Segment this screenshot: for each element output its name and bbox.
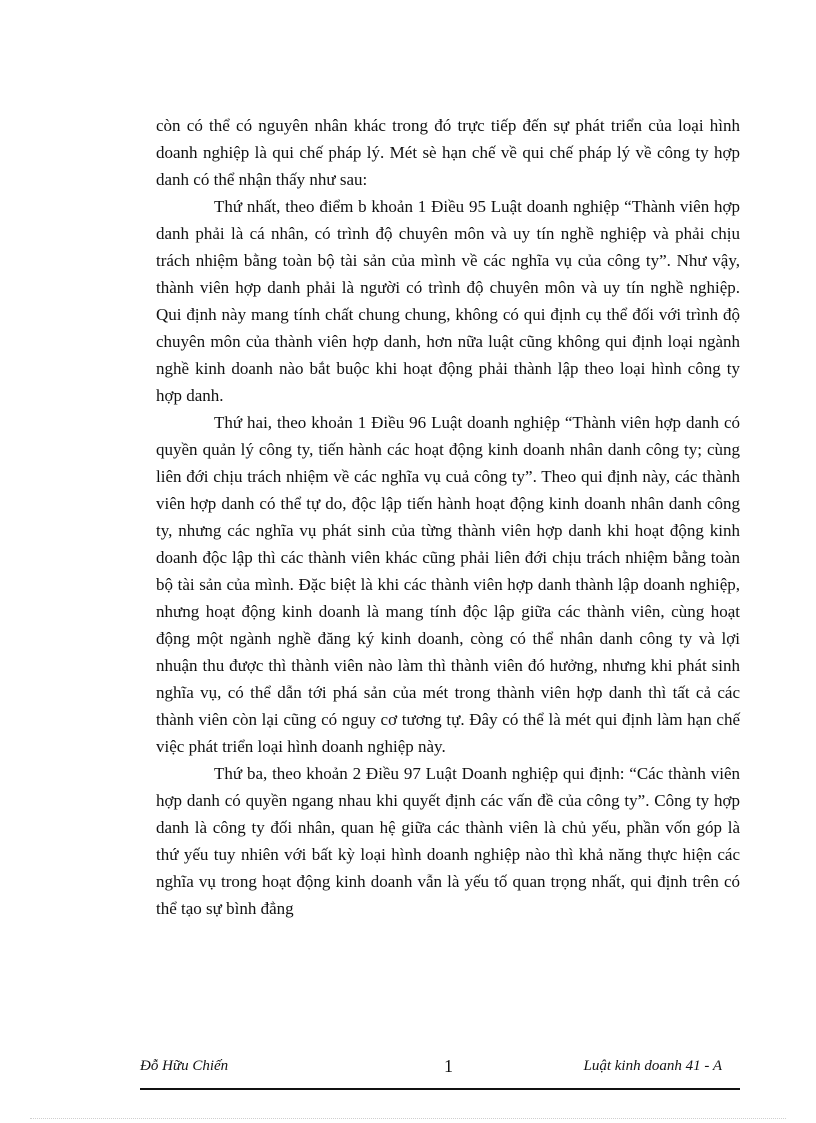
paragraph-first-point: Thứ nhất, theo điểm b khoản 1 Điều 95 Luật doanh nghiệp “Thành viên hợp danh phải là cá nhân, có trình độ chuyên môn và uy tín nghề nghiệp và phải chịu trách nhiệm bằng toàn bộ tài sản của mình về các nghĩa vụ của công ty”. Như vậy, thành viên hợp danh phải là người có trình độ chuyên môn và uy tín nghề nghiệp. Qui định này mang tính chất chung chung, không có qui định cụ thể đối với trình độ chuyên môn của thành viên hợp danh, hơn nữa luật cũng không qui định loại ngành nghề kinh doanh nào bắt buộc khi hoạt động phải thành lập theo loại hình công ty hợp danh. xyxy=(156,197,740,405)
footer-author: Đỗ Hữu Chiến xyxy=(140,1058,229,1074)
page-number: 1 xyxy=(444,1056,453,1076)
footer-course: Luật kinh doanh 41 - A xyxy=(583,1058,722,1074)
page-footer xyxy=(140,1048,740,1090)
paragraph-second-point: Thứ hai, theo khoản 1 Điều 96 Luật doanh nghiệp “Thành viên hợp danh có quyền quản lý công ty, tiến hành các hoạt động kinh doanh nhân danh công ty; cùng liên đới chịu trách nhiệm về các nghĩa vụ cuả công ty”. Theo qui định này, các thành viên hợp danh có thể tự do, độc lập tiến hành hoạt động kinh doanh nhân danh công ty, nhưng các nghĩa vụ phát sinh của từng thành viên hợp danh khi hoạt động kinh doanh độc lập thì các thành viên khác cũng phải liên đới chịu trách nhiệm bằng toàn bộ tài sản của mình. Đặc biệt là khi các thành viên hợp danh thành lập doanh nghiệp, nhưng hoạt động kinh doanh là mang tính độc lập giữa các thành viên, cùng hoạt động một ngành nghề đăng ký kinh doanh, còng có thể nhân danh công ty và lợi nhuận thu được thì thành viên nào làm thì thành viên đó hưởng, nhưng khi phát sinh nghĩa vụ, có thể dẫn tới phá sản của mét trong thành viên hợp danh thì tất cả các thành viên còn lại cũng có nguy cơ tương tự. Đây có thể là mét qui định làm hạn chế việc phát triển loại hình doanh nghiệp này. xyxy=(156,413,740,756)
page-edge-divider xyxy=(30,1118,786,1119)
paragraph-third-point: Thứ ba, theo khoản 2 Điều 97 Luật Doanh nghiệp qui định: “Các thành viên hợp danh có quyền ngang nhau khi quyết định các vấn đề của công ty”. Công ty hợp danh là công ty đối nhân, quan hệ giữa các thành viên là chủ yếu, phần vốn góp là thứ yếu tuy nhiên với bất kỳ loại hình doanh nghiệp nào thì khả năng thực hiện các nghĩa vụ trong hoạt động kinh doanh vẫn là yếu tố quan trọng nhất, qui định trên có thể tạo sự bình đẳng xyxy=(156,764,740,918)
paragraph-intro: còn có thể có nguyên nhân khác trong đó trực tiếp đến sự phát triển của loại hình doanh nghiệp là qui chế pháp lý. Mét sè hạn chế về qui chế pháp lý về công ty hợp danh có thể nhận thấy như sau: xyxy=(156,116,740,189)
document-body xyxy=(156,112,740,922)
